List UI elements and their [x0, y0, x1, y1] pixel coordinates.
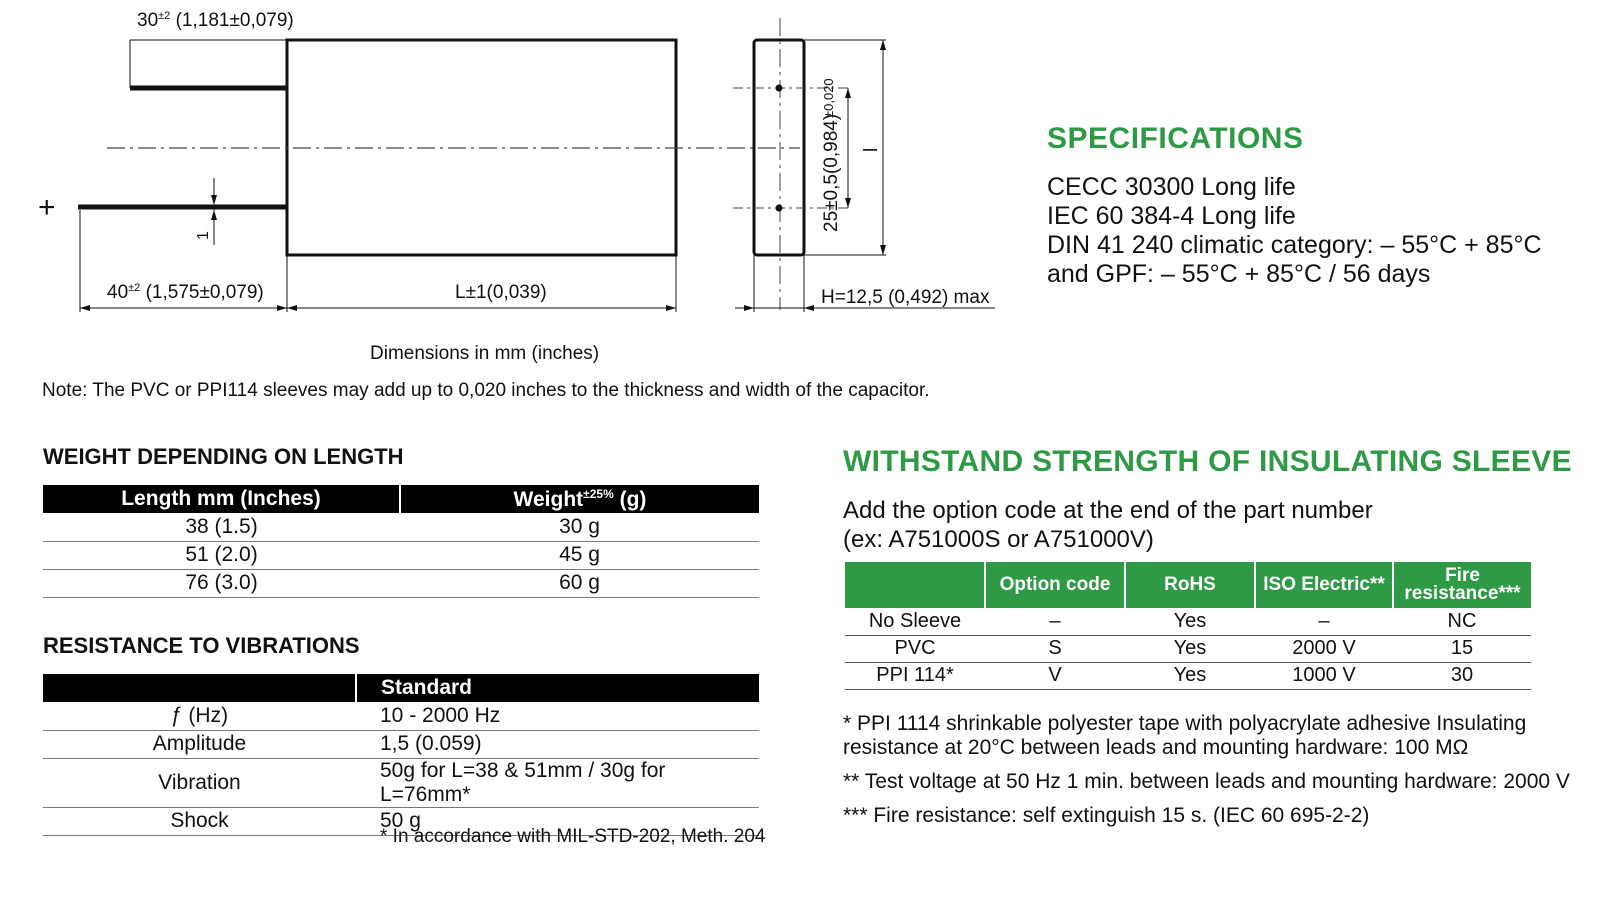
- specifications-title: SPECIFICATIONS: [1047, 122, 1304, 155]
- table-cell: 60 g: [400, 569, 759, 597]
- table-cell: 76 (3.0): [43, 569, 400, 597]
- table-row: [43, 758, 759, 807]
- table-cell: Yes: [1125, 635, 1255, 662]
- weight-section-title: WEIGHT DEPENDING ON LENGTH: [43, 444, 404, 469]
- dim-lead-diameter-label: 1: [195, 231, 212, 240]
- table-header-row: [845, 562, 1531, 608]
- table-cell: 50 g: [356, 807, 759, 835]
- table-row: [43, 541, 759, 569]
- dim-lead-bottom-label: $40^{\pm 2}$ (1,575±0,079): [107, 282, 264, 303]
- positive-lead-marker: +: [38, 191, 56, 224]
- dimension-drawing: [0, 0, 1040, 340]
- table-cell: PPI 114*: [845, 662, 985, 689]
- table-row: [43, 513, 759, 541]
- table-cell: 30 g: [400, 513, 759, 541]
- drawing-caption: Dimensions in mm (inches): [370, 343, 600, 364]
- vibration-table: [43, 674, 759, 836]
- table-row: [845, 662, 1531, 689]
- spec-line: DIN 41 240 climatic category: – 55°C + 85°C: [1047, 231, 1542, 259]
- table-cell: Shock: [43, 807, 356, 835]
- table-header-row: [43, 674, 759, 702]
- column-header-blank: [43, 674, 356, 702]
- column-header-blank: [845, 562, 985, 608]
- table-row: [43, 730, 759, 758]
- vibration-section-title: RESISTANCE TO VIBRATIONS: [43, 633, 360, 658]
- sleeve-description-line: Add the option code at the end of the part number: [843, 497, 1373, 524]
- sleeve-description: [843, 496, 1373, 554]
- column-header-iso-electric: ISO Electric**: [1255, 562, 1393, 608]
- sleeve-table: [845, 562, 1531, 690]
- table-cell: ƒ (Hz): [43, 702, 356, 730]
- dim-lead-top-label: $30^{\pm 2}$ (1,181±0,079): [137, 10, 294, 31]
- footnote: ** Test voltage at 50 Hz 1 min. between leads and mounting hardware: 2000 V: [843, 770, 1570, 793]
- table-row: [845, 635, 1531, 662]
- table-cell: 30: [1393, 662, 1531, 689]
- spec-line: CECC 30300 Long life: [1047, 173, 1296, 201]
- vibration-footnote: * In accordance with MIL-STD-202, Meth. 204: [380, 826, 766, 847]
- sleeve-note: Note: The PVC or PPI114 sleeves may add up to 0,020 inches to the thickness and width of the capacitor.: [42, 380, 930, 401]
- dim-pitch-label: 25±0,5(0,984): [821, 113, 842, 232]
- table-cell: 38 (1.5): [43, 513, 400, 541]
- dim-length-label: L±1(0,039): [455, 282, 547, 303]
- spec-line: IEC 60 384-4 Long life: [1047, 202, 1296, 230]
- table-row: [43, 569, 759, 597]
- table-cell: 51 (2.0): [43, 541, 400, 569]
- sleeve-section-title: WITHSTAND STRENGTH OF INSULATING SLEEVE: [843, 445, 1572, 478]
- weight-table: [43, 485, 759, 598]
- table-row: [43, 702, 759, 730]
- column-header-standard: Standard: [356, 674, 759, 702]
- table-header-row: [43, 485, 759, 513]
- footnote: * PPI 1114 shrinkable polyester tape with polyacrylate adhesive Insulating resistance at 20°C between leads and mounting hardware: 100 MΩ: [843, 712, 1527, 759]
- table-cell: Amplitude: [43, 730, 356, 758]
- sleeve-description-line: (ex: A751000S or A751000V): [843, 526, 1154, 553]
- table-row: [845, 608, 1531, 635]
- table-cell: 2000 V: [1255, 635, 1393, 662]
- table-cell: 1000 V: [1255, 662, 1393, 689]
- table-cell: 45 g: [400, 541, 759, 569]
- dim-side-label: l: [861, 147, 882, 152]
- table-cell: NC: [1393, 608, 1531, 635]
- dim-pitch-tolerance-label: ±0,020: [821, 78, 836, 118]
- spec-line: and GPF: – 55°C + 85°C / 56 days: [1047, 260, 1431, 288]
- table-cell: Yes: [1125, 608, 1255, 635]
- table-cell: No Sleeve: [845, 608, 985, 635]
- table-cell: 50g for L=38 & 51mm / 30g for L=76mm*: [356, 758, 759, 807]
- table-cell: –: [1255, 608, 1393, 635]
- sleeve-footnotes: [843, 712, 1583, 838]
- table-cell: Vibration: [43, 758, 356, 807]
- specifications-list: [1047, 173, 1542, 289]
- footnote: *** Fire resistance: self extinguish 15 s. (IEC 60 695-2-2): [843, 804, 1370, 827]
- table-cell: 10 - 2000 Hz: [356, 702, 759, 730]
- table-cell: 15: [1393, 635, 1531, 662]
- table-cell: PVC: [845, 635, 985, 662]
- column-header-weight: Weight$^{\pm 25\%}$ (g): [400, 485, 759, 513]
- column-header-length: Length mm (Inches): [43, 485, 400, 513]
- table-cell: 1,5 (0.059): [356, 730, 759, 758]
- table-cell: –: [985, 608, 1125, 635]
- table-cell: S: [985, 635, 1125, 662]
- dim-height-label: H=12,5 (0,492) max: [821, 287, 990, 308]
- column-header-rohs: RoHS: [1125, 562, 1255, 608]
- column-header-option-code: Option code: [985, 562, 1125, 608]
- table-cell: V: [985, 662, 1125, 689]
- table-cell: Yes: [1125, 662, 1255, 689]
- column-header-fire-resistance: Fire resistance***: [1393, 562, 1531, 608]
